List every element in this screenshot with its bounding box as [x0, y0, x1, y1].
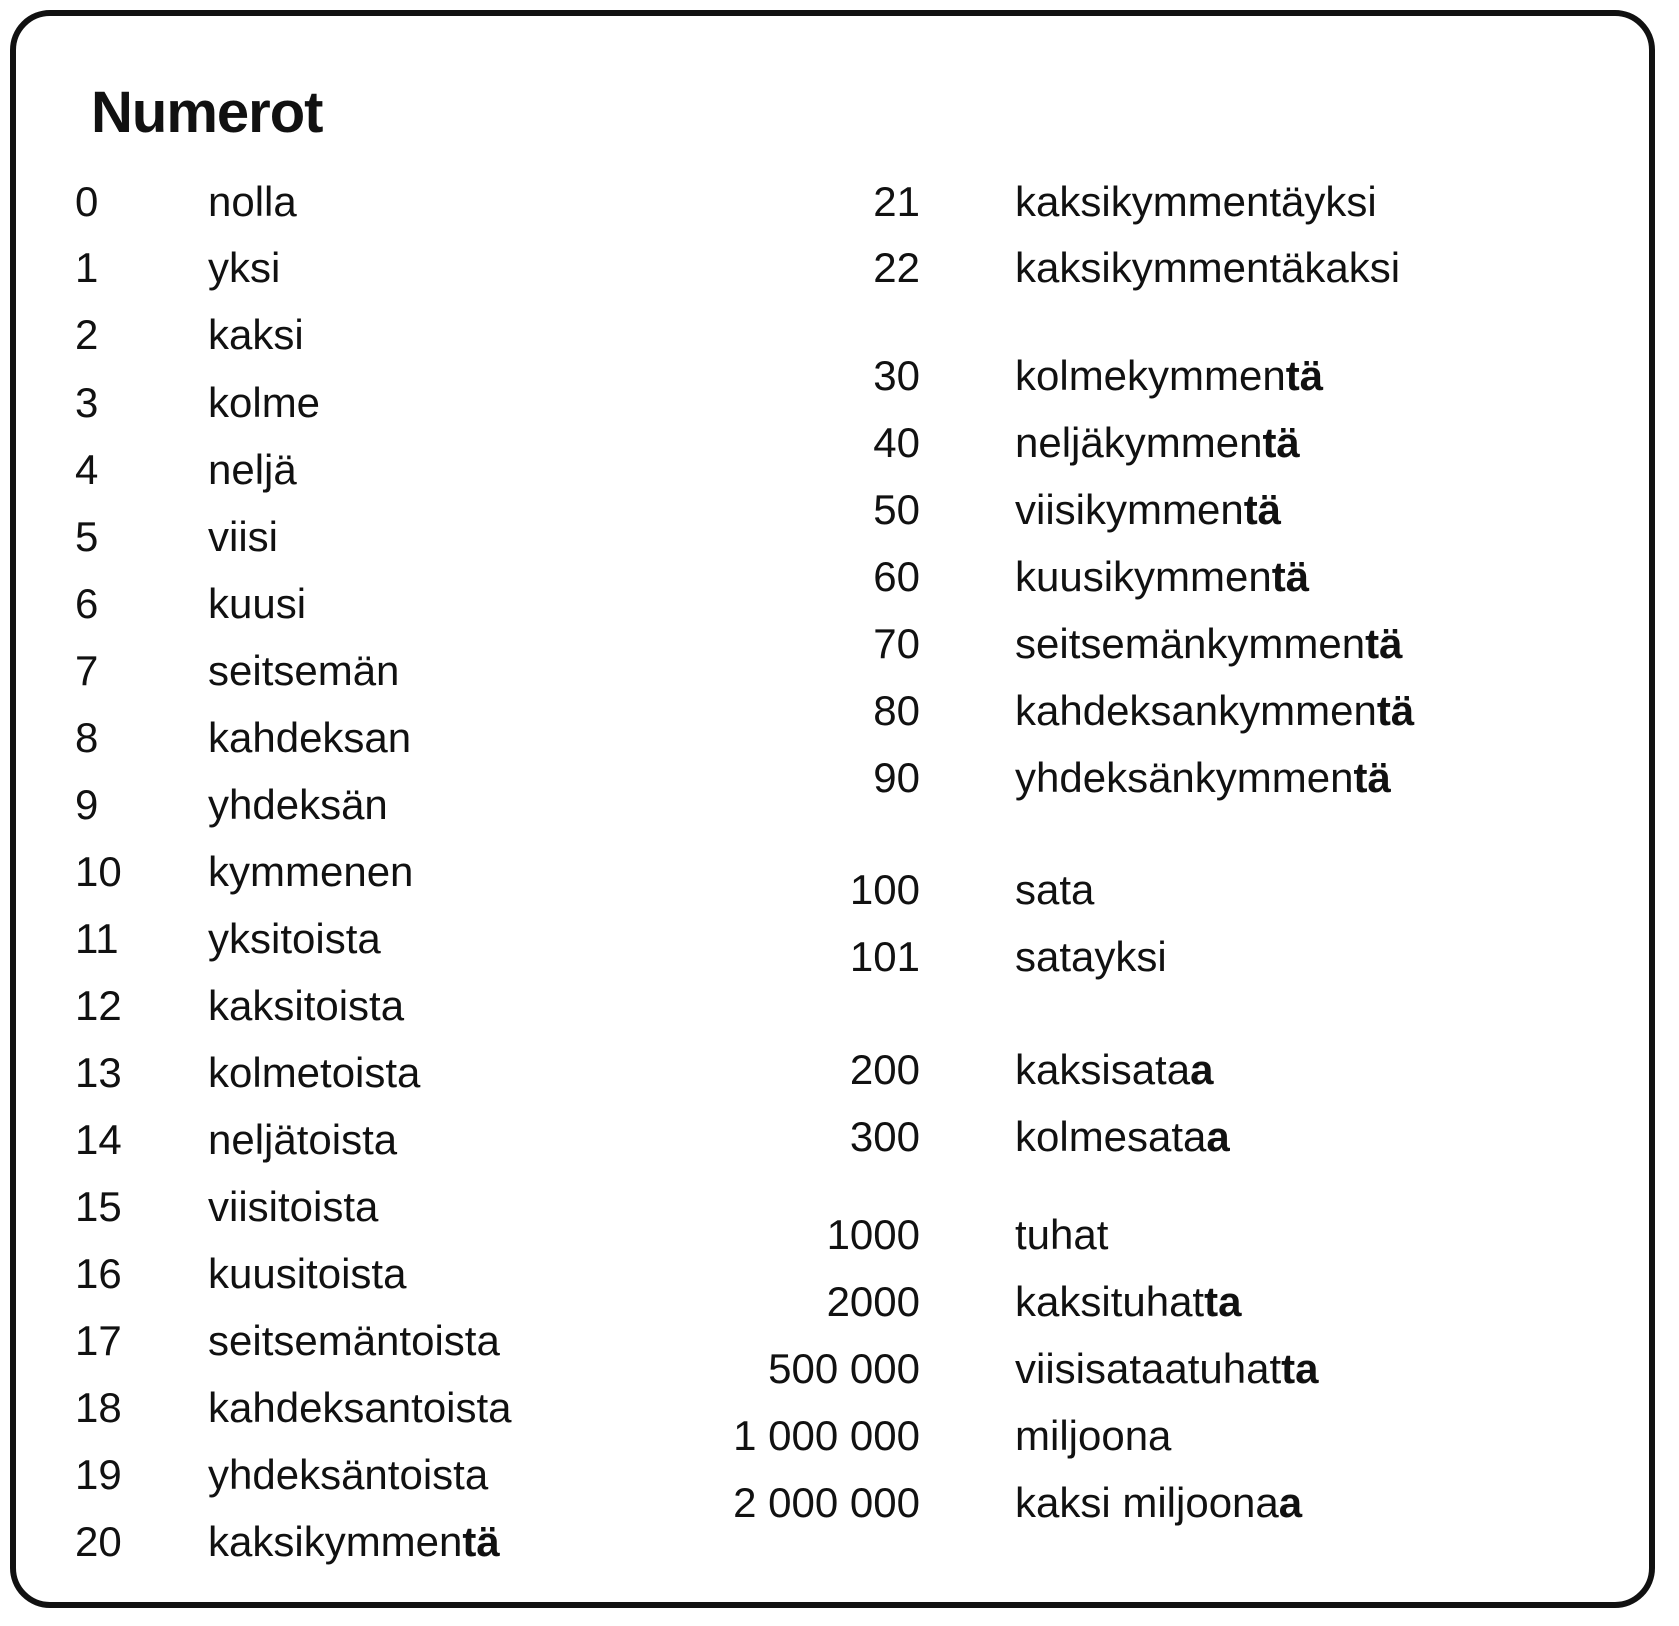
word-stem: kahdeksankymmen — [1015, 687, 1377, 734]
word-stem: kaksikymmentäkaksi — [1015, 244, 1401, 291]
number-value: 200 — [849, 1046, 920, 1093]
number-row — [75, 1378, 512, 1438]
word-stem: neljä — [208, 446, 297, 493]
word-suffix-bold: ta — [1204, 1278, 1242, 1325]
number-row — [75, 1244, 406, 1304]
number-row — [700, 614, 1402, 674]
number-word — [208, 1317, 500, 1365]
number-row — [75, 842, 413, 902]
number-value: 500 000 — [768, 1345, 920, 1392]
number-row — [700, 681, 1414, 741]
number-value: 1 — [75, 244, 99, 291]
number-word — [1015, 486, 1281, 534]
number-row — [700, 748, 1391, 808]
number-word — [208, 848, 413, 896]
number-row — [75, 1177, 378, 1237]
word-stem: yksitoista — [208, 915, 381, 962]
word-stem: tuhat — [1015, 1211, 1109, 1258]
number-word — [208, 781, 388, 829]
number-word — [1015, 244, 1400, 292]
word-stem: neljätoista — [208, 1116, 398, 1163]
word-stem: satayksi — [1015, 933, 1167, 980]
number-row — [75, 708, 411, 768]
word-stem: kaksisata — [1015, 1046, 1191, 1093]
number-value: 101 — [849, 933, 920, 980]
number-word — [208, 513, 278, 561]
number-row — [75, 1043, 420, 1103]
word-suffix-bold: tä — [1365, 620, 1403, 667]
number-row — [700, 1205, 1108, 1265]
word-stem: kuusi — [208, 580, 307, 627]
word-suffix-bold: tä — [1353, 754, 1391, 801]
word-suffix-bold: a — [1190, 1046, 1214, 1093]
number-row — [75, 641, 399, 701]
number-row — [700, 927, 1167, 987]
number-value: 100 — [849, 866, 920, 913]
number-value: 1000 — [826, 1211, 920, 1258]
number-value: 9 — [75, 781, 99, 828]
number-row — [75, 373, 320, 433]
number-word — [1015, 419, 1300, 467]
word-suffix-bold: tä — [1243, 486, 1282, 533]
number-row — [75, 440, 297, 500]
word-suffix-bold: a — [1278, 1479, 1303, 1526]
number-value: 60 — [873, 553, 920, 600]
number-row — [700, 238, 1400, 298]
number-value: 6 — [75, 580, 99, 627]
number-row — [75, 305, 304, 365]
number-value: 22 — [873, 244, 920, 291]
number-value: 4 — [75, 446, 99, 493]
number-word — [208, 1116, 397, 1164]
number-row — [75, 1110, 397, 1170]
word-suffix-bold: tä — [1376, 687, 1415, 734]
word-stem: kolmesata — [1015, 1113, 1207, 1160]
number-word — [1015, 553, 1309, 601]
number-word — [1015, 352, 1323, 400]
number-word — [1015, 1278, 1241, 1326]
number-row — [700, 860, 1094, 920]
word-stem: kolme — [208, 379, 321, 426]
number-word — [1015, 1046, 1213, 1094]
number-value: 11 — [75, 915, 119, 962]
word-stem: kaksi miljoona — [1015, 1479, 1279, 1526]
number-value: 2 — [75, 311, 99, 358]
word-stem: nolla — [208, 178, 297, 225]
number-word — [1015, 687, 1414, 735]
number-row — [75, 1512, 500, 1572]
word-stem: kaksikymmentäyksi — [1015, 178, 1377, 225]
number-value: 19 — [75, 1451, 122, 1498]
number-value: 1 000 000 — [733, 1412, 920, 1459]
number-value: 300 — [849, 1113, 920, 1160]
number-row — [700, 1272, 1241, 1332]
number-word — [208, 1518, 500, 1566]
number-word — [1015, 1412, 1171, 1460]
number-row — [75, 909, 381, 969]
number-word — [208, 311, 304, 359]
number-word — [1015, 620, 1402, 668]
number-value: 40 — [873, 419, 920, 466]
number-value: 14 — [75, 1116, 122, 1163]
number-word — [208, 915, 381, 963]
number-value: 10 — [75, 848, 122, 895]
number-value: 5 — [75, 513, 99, 560]
word-stem: kolmetoista — [208, 1049, 421, 1096]
page-title: Numerot — [91, 80, 323, 145]
number-row — [700, 547, 1309, 607]
word-suffix-bold: tä — [1285, 352, 1324, 399]
number-value: 30 — [873, 352, 920, 399]
number-value: 18 — [75, 1384, 122, 1431]
number-row — [75, 574, 306, 634]
number-value: 21 — [873, 178, 920, 225]
number-word — [1015, 178, 1377, 226]
number-word — [208, 1049, 420, 1097]
number-value: 8 — [75, 714, 99, 761]
word-stem: yhdeksän — [208, 781, 388, 828]
number-row — [700, 1040, 1213, 1100]
word-stem: neljäkymmen — [1015, 419, 1263, 466]
number-word — [208, 982, 404, 1030]
word-stem: viisi — [208, 513, 278, 560]
number-word — [208, 714, 411, 762]
word-stem: kuusikymmen — [1015, 553, 1272, 600]
number-word — [208, 1451, 488, 1499]
number-value: 70 — [873, 620, 920, 667]
number-word — [1015, 1211, 1108, 1259]
word-stem: kahdeksantoista — [208, 1384, 512, 1431]
number-row — [75, 976, 404, 1036]
number-word — [208, 244, 280, 292]
number-word — [208, 1250, 406, 1298]
number-row — [75, 1311, 500, 1371]
number-word — [1015, 1345, 1319, 1393]
word-stem: viisisataatuhat — [1015, 1345, 1282, 1392]
number-row — [700, 1406, 1171, 1466]
word-stem: kaksitoista — [208, 982, 405, 1029]
number-word — [1015, 1113, 1230, 1161]
number-value: 17 — [75, 1317, 122, 1364]
number-word — [1015, 933, 1167, 981]
number-word — [1015, 866, 1094, 914]
number-row — [700, 413, 1300, 473]
number-row — [75, 775, 388, 835]
number-word — [208, 647, 399, 695]
number-value: 16 — [75, 1250, 122, 1297]
word-stem: seitsemänkymmen — [1015, 620, 1366, 667]
number-word — [208, 379, 320, 427]
number-row — [700, 346, 1323, 406]
word-stem: viisitoista — [208, 1183, 379, 1230]
number-row — [700, 1339, 1319, 1399]
number-value: 13 — [75, 1049, 122, 1096]
number-row — [75, 172, 297, 232]
number-value: 90 — [873, 754, 920, 801]
number-word — [208, 178, 297, 226]
word-stem: kahdeksan — [208, 714, 412, 761]
number-row — [700, 1107, 1230, 1167]
number-word — [1015, 1479, 1302, 1527]
word-stem: kaksikymmen — [208, 1518, 463, 1565]
number-value: 20 — [75, 1518, 122, 1565]
number-word — [208, 446, 297, 494]
number-word — [208, 1384, 512, 1432]
number-value: 0 — [75, 178, 99, 225]
word-stem: seitsemän — [208, 647, 400, 694]
number-value: 7 — [75, 647, 99, 694]
word-stem: sata — [1015, 866, 1095, 913]
number-value: 2000 — [826, 1278, 920, 1325]
word-stem: yhdeksäntoista — [208, 1451, 489, 1498]
word-suffix-bold: tä — [1271, 553, 1310, 600]
word-stem: kaksituhat — [1015, 1278, 1205, 1325]
word-stem: kolmekymmen — [1015, 352, 1286, 399]
word-stem: yksi — [208, 244, 281, 291]
number-value: 80 — [873, 687, 920, 734]
word-stem: kymmenen — [208, 848, 414, 895]
word-suffix-bold: tä — [1262, 419, 1300, 466]
number-row — [700, 1473, 1302, 1533]
number-row — [75, 1445, 488, 1505]
number-row — [75, 238, 280, 298]
number-value: 3 — [75, 379, 99, 426]
number-value: 50 — [873, 486, 920, 533]
number-value: 12 — [75, 982, 122, 1029]
word-suffix-bold: a — [1206, 1113, 1230, 1160]
word-stem: miljoona — [1015, 1412, 1172, 1459]
word-stem: seitsemäntoista — [208, 1317, 500, 1364]
word-stem: kaksi — [208, 311, 304, 358]
number-word — [208, 1183, 378, 1231]
number-row — [75, 507, 278, 567]
word-stem: viisikymmen — [1015, 486, 1244, 533]
word-stem: yhdeksänkymmen — [1015, 754, 1354, 801]
number-row — [700, 172, 1377, 232]
number-value: 2 000 000 — [733, 1479, 920, 1526]
number-value: 15 — [75, 1183, 122, 1230]
number-row — [700, 480, 1281, 540]
number-word — [208, 580, 306, 628]
word-stem: kuusitoista — [208, 1250, 407, 1297]
word-suffix-bold: tä — [462, 1518, 500, 1565]
number-word — [1015, 754, 1391, 802]
word-suffix-bold: ta — [1281, 1345, 1319, 1392]
